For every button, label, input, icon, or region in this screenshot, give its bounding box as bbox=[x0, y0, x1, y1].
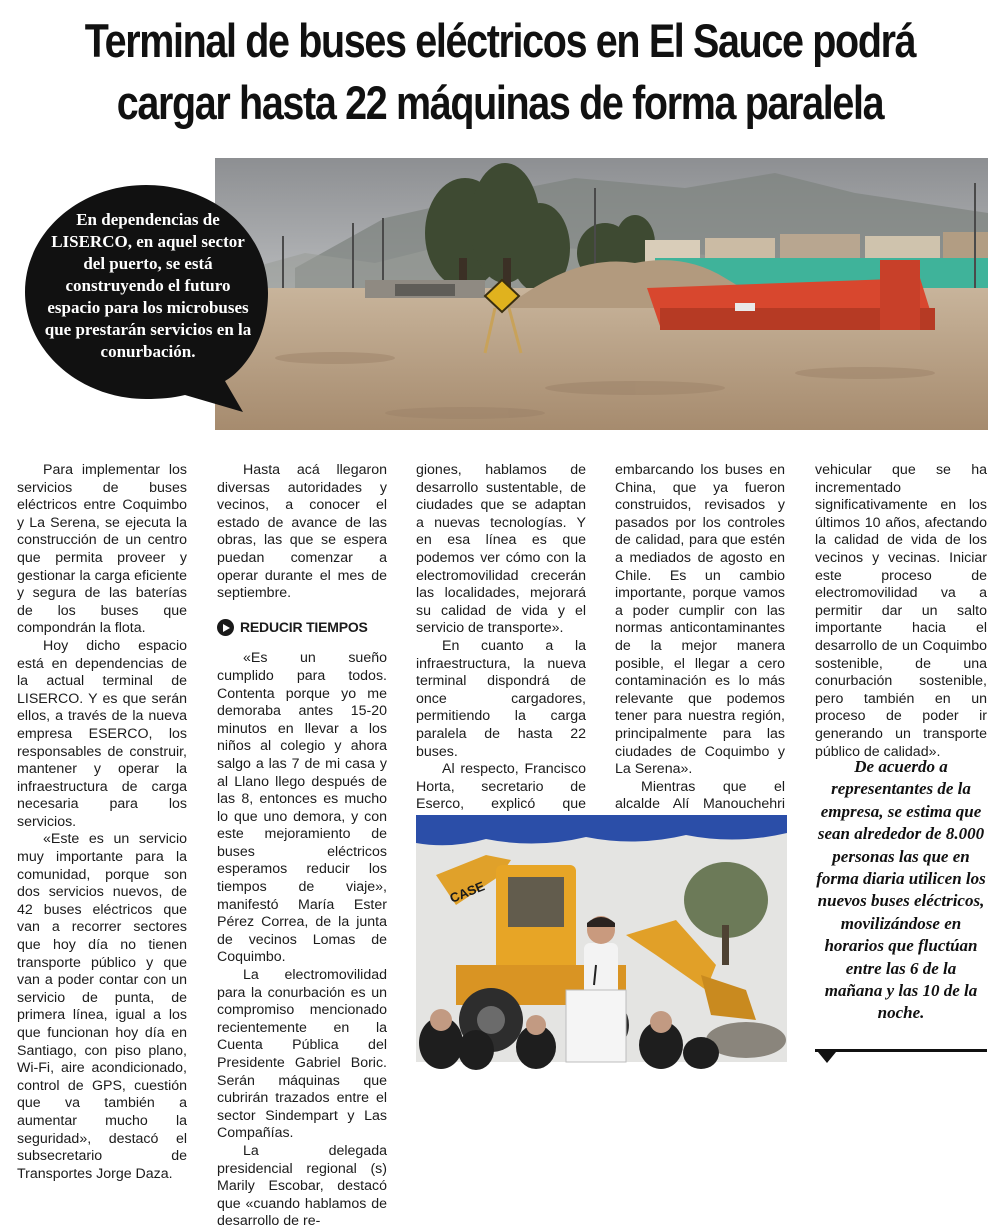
article-column-5 bbox=[815, 462, 987, 761]
section-subhead bbox=[217, 619, 387, 637]
construction-site-illustration bbox=[215, 158, 988, 430]
article-column-2 bbox=[217, 462, 387, 1231]
bubble-caption: En dependencias de LISERCO, en aquel sector del puerto, se está construyendo el futuro espacio para los microbuses que prestarán servicios en la conurbación. bbox=[44, 210, 252, 361]
ceremony-illustration bbox=[416, 815, 787, 1062]
paragraph: En cuanto a la infraestructura, la nueva terminal dispondrá de once cargadores, permitiendo la carga paralela de hasta 22 buses. bbox=[416, 637, 586, 760]
pull-quote-pointer-icon bbox=[818, 1052, 836, 1063]
pull-quote: De acuerdo a representantes de la empresa, se estima que sean alrededor de 8.000 personas las que en forma diaria utilicen los nuevos buses eléctricos, movilizándose en horarios que fluctúan entre las 6 de la mañana y las 10 de la noche. bbox=[816, 757, 986, 1023]
article-column-4 bbox=[615, 462, 785, 849]
paragraph: Hasta acá llegaron diversas autoridades y vecinos, a conocer el estado de avance de las obras, las que se espera puedan comenzar a operar durante el mes de septiembre. bbox=[217, 462, 387, 602]
paragraph: giones, hablamos de desarrollo sustentable, de ciudades que se adaptan a nuevas tecnologías. Y en esa línea es que podemos ver cómo con la electromovilidad crecerán las localidades, mejorará su calidad de vida y el servicio de transporte». bbox=[416, 462, 586, 637]
machine-brand-label: CASE bbox=[447, 878, 487, 906]
headline-line-1: Terminal de buses eléctricos en El Sauce podrá bbox=[84, 14, 916, 67]
headline-line-2: cargar hasta 22 máquinas de forma paralela bbox=[116, 76, 884, 129]
play-bullet-icon bbox=[217, 619, 234, 636]
paragraph: «Es un sueño cumplido para todos. Contenta porque yo me demoraba antes 15-20 minutos en llevar a los niños al colegio y ahora salgo a las 7 de mi casa y al Llano llego después de las 8, entonces es mucho lo que uno demora, y con este mejoramiento de buses eléctricos esperamos reducir los tiempos de viaje», manifestó María Ester Pérez Correa, de la junta de vecinos Lomas de Coquimbo. bbox=[217, 650, 387, 966]
article-column-3 bbox=[416, 462, 586, 867]
subhead-label: REDUCIR TIEMPOS bbox=[240, 618, 368, 635]
paragraph: Al respecto, Francisco Horta, secretario de Eserco, explicó que bbox=[416, 761, 586, 813]
pull-quote-rule bbox=[815, 1049, 987, 1052]
paragraph: La delegada presidencial regional (s) Marily Escobar, destacó que «cuando hablamos de desarrollo de re- bbox=[217, 1142, 387, 1230]
paragraph: vehicular que se ha incrementado significativamente en los últimos 10 años, afectando la calidad de vida de los vecinos y vecinas. Iniciar este proceso de electromovilidad va a permitir dar un salto importante hacia el desarrollo de un Coquimbo sostenible, de una conurbación sostenible, pero también en un proceso de poder ir generando un transporte público de calidad». bbox=[815, 462, 987, 760]
paragraph: Mientras que el alcalde Alí Manouchehri bbox=[615, 778, 785, 813]
paragraph: Para implementar los servicios de buses eléctricos entre Coquimbo y La Serena, se ejecuta la construcción de un centro que permita proveer y gestionar la carga eficiente y segura de las baterías de los buses que compondrán la flota. bbox=[17, 462, 187, 637]
paragraph: Hoy dicho espacio está en dependencias de la actual terminal de LISERCO. Y es que serán ellos, a través de la nueva empresa ESERCO, los responsables de construir, mantener y operar la infraestructura de carga necesaria para los servicios. bbox=[17, 637, 187, 830]
paragraph: «Este es un servicio muy importante para la comunidad, porque son dos servicios nuevos, de 42 buses eléctricos que van a recorrer sectores que hoy día no tienen transporte público y que van a poder contar con un servicio de punta, de primera línea, igual a los que funcionan hoy día en Santiago, con piso plano, Wi-Fi, aire acondicionado, control de GPS, cuestión que va también a aumentar mucho la seguridad», destacó el subsecretario de Transportes Jorge Daza. bbox=[17, 831, 187, 1182]
caption-bubble bbox=[25, 183, 268, 415]
ceremony-photo bbox=[416, 815, 787, 1062]
paragraph: embarcando los buses en China, que ya fueron construidos, revisados y pasados por los controles de calidad, para que estén a mediados de agosto en Chile. Es un cambio importante, porque vamos a poder cumplir con las normas anticontaminantes de la mejor manera posible, el llegar a cero contaminación es lo más relevante que podemos tener para nuestra región, principalmente para las ciudades de Coquimbo y La Serena». bbox=[615, 462, 785, 778]
article-column-1 bbox=[17, 462, 187, 1183]
construction-site-photo bbox=[215, 158, 988, 430]
headline bbox=[80, 10, 920, 134]
paragraph: La electromovilidad para la conurbación es un compromiso mencionado recientemente en la Cuenta Pública del Presidente Gabriel Boric. Serán máquinas que cubrirán trazados entre el sector Sindempart y Las Compañías. bbox=[217, 967, 387, 1142]
